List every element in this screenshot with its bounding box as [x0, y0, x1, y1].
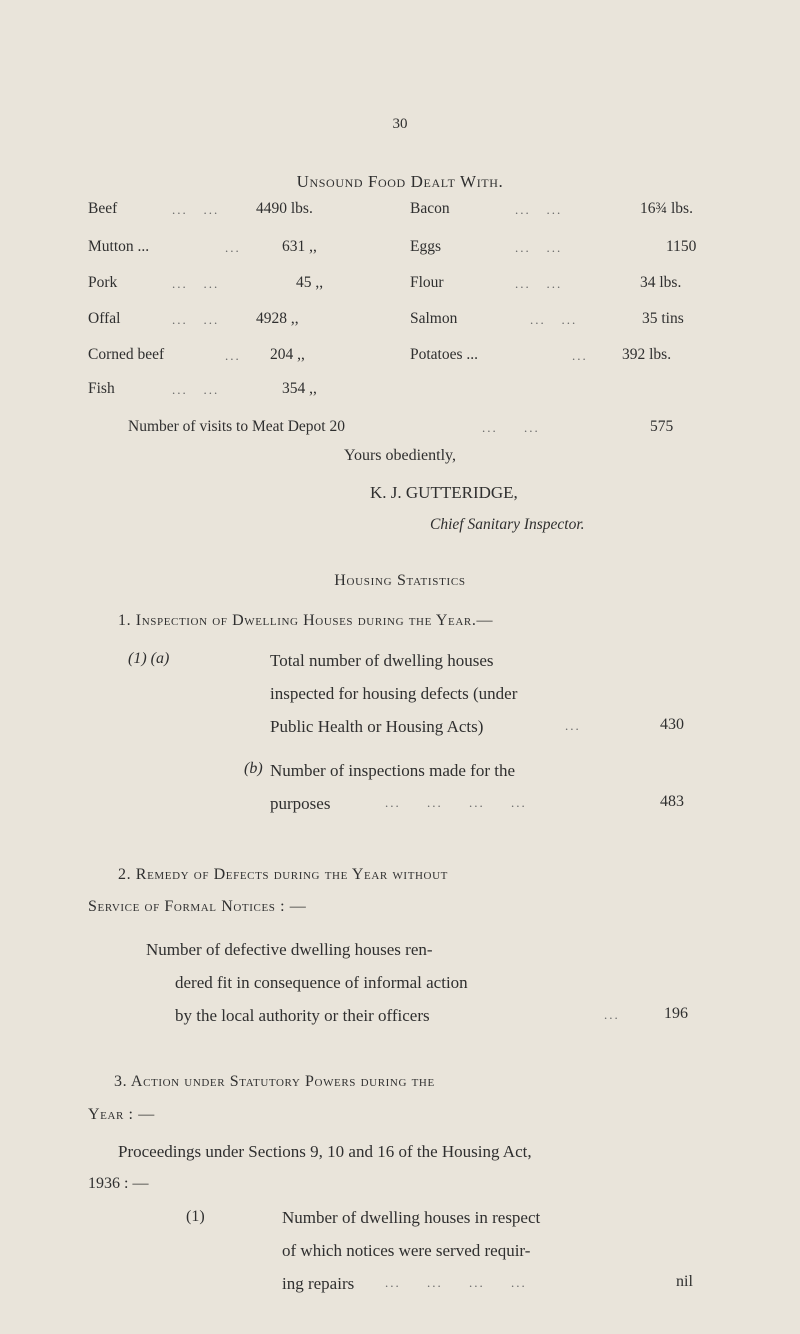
leader-dots: ... ...	[515, 240, 563, 255]
food-label: Fish	[88, 380, 115, 397]
item-text-line: dered fit in consequence of informal action	[175, 973, 468, 992]
food-label: Potatoes ...	[410, 346, 479, 363]
leader-dots: ...	[572, 348, 588, 363]
item-text-line: of which notices were served requir-	[282, 1241, 531, 1260]
leader-dots: ... ...	[515, 202, 563, 217]
leader-dots: ... ...	[482, 420, 540, 435]
food-label: Salmon	[410, 310, 458, 327]
leader-dots: ... ...	[515, 276, 563, 291]
intro-line: Proceedings under Sections 9, 10 and 16 of the Housing Act,	[118, 1142, 532, 1161]
section-2-heading: 2. Remedy of Defects during the Year without	[118, 866, 448, 883]
leader-dots: ... ...	[172, 382, 220, 397]
food-label: Offal	[88, 310, 121, 327]
food-label: Eggs	[410, 238, 441, 255]
leader-dots: ... ... ... ...	[385, 795, 527, 810]
food-value: 354 ,,	[282, 380, 317, 397]
item-text-line: ing repairs	[282, 1274, 355, 1293]
item-text-line: Number of defective dwelling houses ren-	[146, 940, 433, 959]
leader-dots: ...	[225, 348, 241, 363]
visits-label: Number of visits to Meat Depot 20	[128, 418, 345, 435]
item-text-line: purposes	[270, 794, 331, 813]
item-marker: (b)	[244, 760, 263, 777]
food-label: Corned beef	[88, 346, 165, 363]
item-value: 196	[664, 1005, 688, 1022]
section-3-heading-cont: Year : —	[88, 1106, 155, 1123]
food-value: 16¾ lbs.	[640, 200, 693, 217]
food-label: Bacon	[410, 200, 450, 217]
signatory-name: K. J. GUTTERIDGE,	[370, 483, 518, 502]
food-value: 631 ,,	[282, 238, 317, 255]
item-marker: (1)	[186, 1208, 205, 1225]
food-value: 4490 lbs.	[256, 200, 313, 217]
salutation: Yours obediently,	[343, 447, 456, 464]
leader-dots: ... ...	[530, 312, 578, 327]
leader-dots: ...	[225, 240, 241, 255]
item-text-line: Number of inspections made for the	[270, 761, 516, 780]
item-text-line: inspected for housing defects (under	[270, 684, 518, 703]
section-1-heading: 1. Inspection of Dwelling Houses during the Year.—	[118, 612, 494, 629]
leader-dots: ...	[604, 1007, 620, 1022]
leader-dots: ... ...	[172, 202, 220, 217]
food-value: 45 ,,	[296, 274, 324, 291]
food-value: 35 tins	[642, 310, 684, 327]
section-2-heading-cont: Service of Formal Notices : —	[88, 898, 307, 915]
page-number: 30	[392, 116, 408, 132]
leader-dots: ... ... ... ...	[385, 1275, 527, 1290]
intro-line-cont: 1936 : —	[88, 1175, 149, 1192]
item-text-line: Public Health or Housing Acts)	[270, 717, 484, 736]
food-label: Mutton ...	[88, 238, 150, 255]
item-value: nil	[676, 1273, 693, 1290]
item-value: 430	[660, 716, 684, 733]
section-3-heading: 3. Action under Statutory Powers during the	[114, 1073, 435, 1090]
food-value: 4928 ,,	[256, 310, 299, 327]
food-label: Flour	[410, 274, 444, 291]
unsound-food-title: Unsound Food Dealt With.	[296, 172, 504, 191]
item-value: 483	[660, 793, 684, 810]
signatory-title: Chief Sanitary Inspector.	[430, 516, 585, 533]
visits-value: 575	[650, 418, 674, 435]
housing-statistics-title: Housing Statistics	[334, 572, 466, 589]
food-value: 34 lbs.	[640, 274, 682, 291]
leader-dots: ... ...	[172, 276, 220, 291]
food-label: Pork	[88, 274, 118, 291]
leader-dots: ...	[565, 718, 581, 733]
food-value: 1150	[666, 238, 697, 255]
item-text-line: Number of dwelling houses in respect	[282, 1208, 541, 1227]
item-text-line: Total number of dwelling houses	[270, 651, 494, 670]
item-marker: (1) (a)	[128, 650, 170, 667]
leader-dots: ... ...	[172, 312, 220, 327]
food-value: 204 ,,	[270, 346, 305, 363]
item-text-line: by the local authority or their officers	[175, 1006, 430, 1025]
food-label: Beef	[88, 200, 118, 217]
food-value: 392 lbs.	[622, 346, 672, 363]
